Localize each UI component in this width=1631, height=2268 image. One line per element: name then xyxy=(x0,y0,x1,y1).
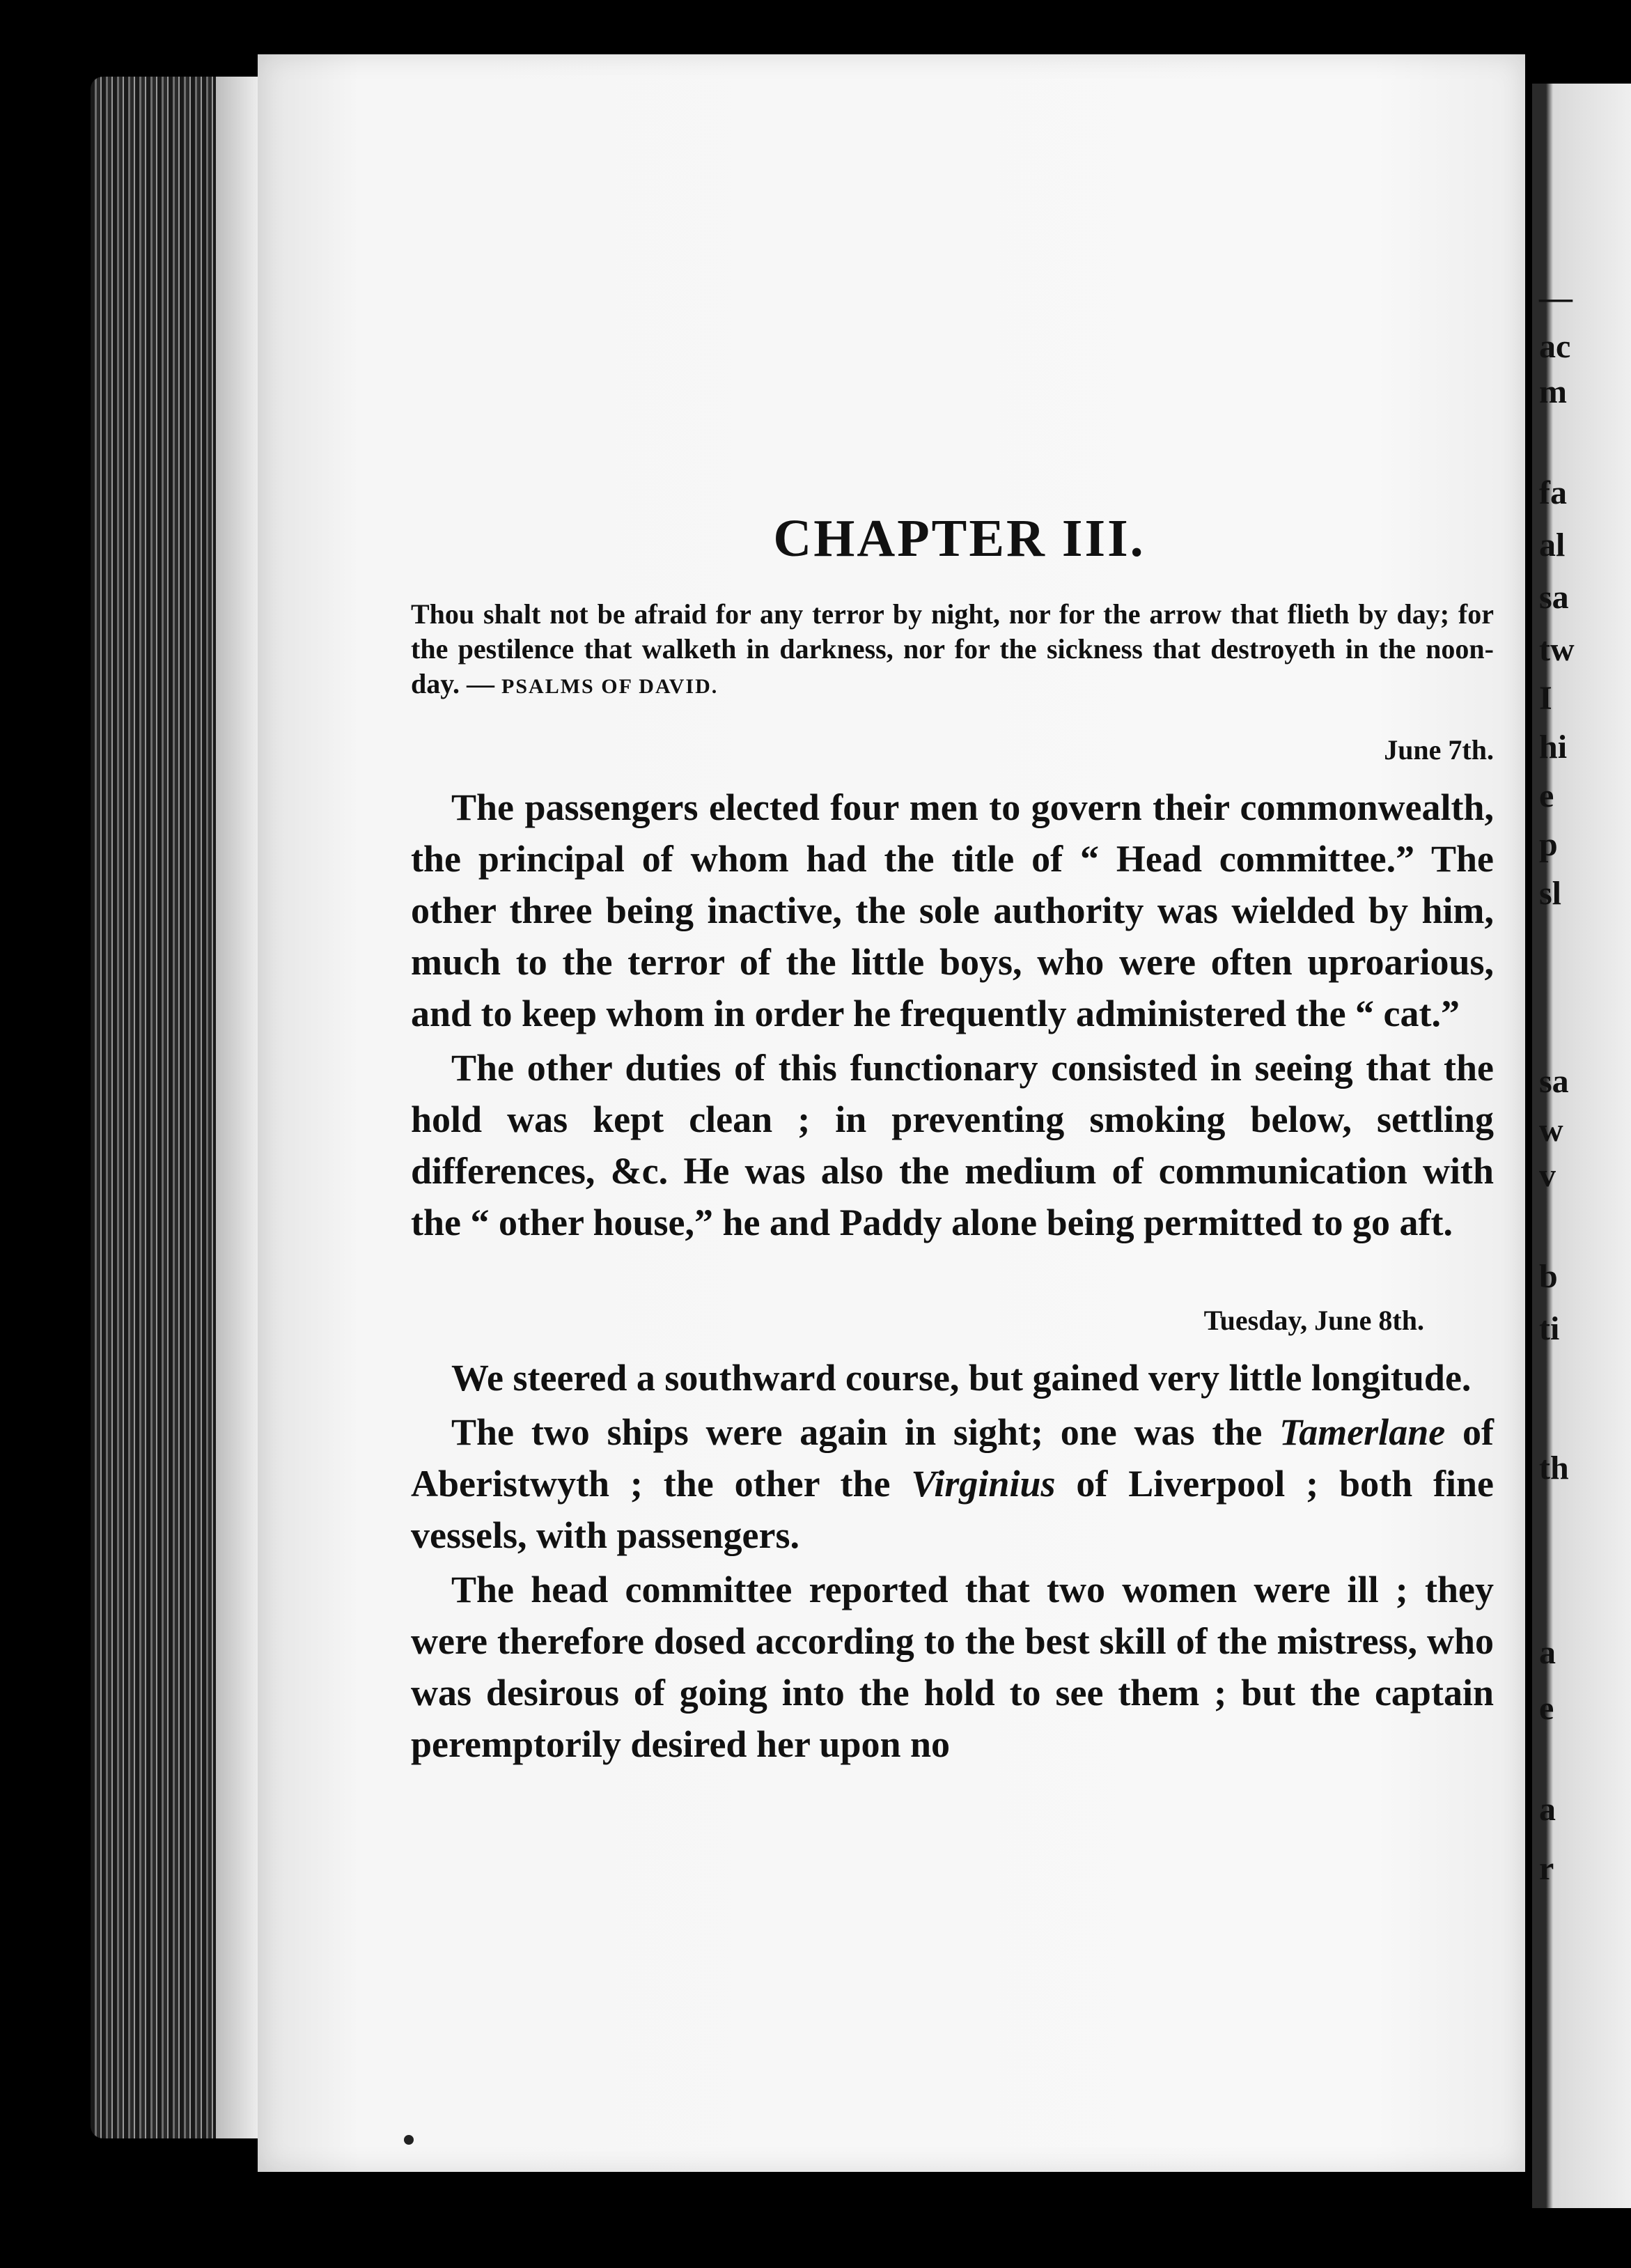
paragraph: The head committee reported that two women were ill ; they were therefore dosed according to the best skill of the mistress, who was desirous of going into the hold to see them ; but the captain peremptorily desired her upon no xyxy=(411,1569,1494,1765)
book-page-edges xyxy=(91,77,265,2138)
adjacent-page-fragment: I xyxy=(1539,680,1552,717)
adjacent-page-fragment: m xyxy=(1539,373,1567,410)
adjacent-page-fragment: al xyxy=(1539,527,1566,564)
paragraph: The other duties of this functionary consisted in seeing that the hold was kept clean ; in preventing smoking below, settling differences, &c. He was also the medium of communication with the “ other house,” he and Paddy alone being permitted to go aft. xyxy=(411,1047,1494,1243)
adjacent-page-fragment: ti xyxy=(1539,1310,1560,1347)
adjacent-page-fragment: hi xyxy=(1539,729,1568,766)
adjacent-page-fragment: v xyxy=(1539,1157,1556,1194)
epigraph-text: Thou shalt not be afraid for any terror by night, nor for the arrow that flieth by day; for the pestilence that walketh in darkness, nor for the sickness that destroyeth in the noon-day. — xyxy=(411,598,1494,699)
ink-spot xyxy=(404,2135,414,2145)
adjacent-page-fragment: e xyxy=(1539,777,1554,814)
adjacent-page-fragment: a xyxy=(1539,1634,1556,1671)
paragraph-ships xyxy=(411,1406,1494,1561)
paragraph: We steered a southward course, but gained very little longitude. xyxy=(451,1357,1472,1399)
adjacent-page-fragment: w xyxy=(1539,1112,1563,1149)
adjacent-page-fragment: — xyxy=(1539,279,1573,316)
adjacent-page-fragment: e xyxy=(1539,1690,1554,1727)
page-content xyxy=(411,508,1494,1770)
paragraph: The passengers elected four men to govern their commonwealth, the principal of whom had the title of “ Head committee.” The other three being inactive, the sole authority was wielded by him, much to the terror of the little boys, who were often uproarious, and to keep whom in order he frequently administered the “ cat.” xyxy=(411,786,1494,1034)
entry-date: June 7th. xyxy=(1384,734,1494,766)
entry-date: Tuesday, June 8th. xyxy=(1203,1305,1424,1336)
ship-name: Virginius xyxy=(911,1463,1056,1505)
adjacent-page-fragment: th xyxy=(1539,1450,1569,1486)
adjacent-page-fragment: r xyxy=(1539,1850,1554,1887)
adjacent-page-fragment: sl xyxy=(1539,875,1562,912)
adjacent-page-fragment: ac xyxy=(1539,328,1571,365)
adjacent-page-fragment: b xyxy=(1539,1258,1558,1295)
adjacent-page-fragment: tw xyxy=(1539,631,1575,668)
chapter-heading: CHAPTER III. xyxy=(773,509,1146,568)
epigraph xyxy=(411,597,1494,704)
text-run: The two ships were again in sight; one was the xyxy=(451,1411,1280,1453)
adjacent-page-fragment: p xyxy=(1539,826,1558,863)
epigraph-source: PSALMS OF DAVID. xyxy=(501,675,719,698)
text-run: of Liverpool ; both fine vessels, with passengers. xyxy=(411,1463,1494,1556)
adjacent-page-fragment: fa xyxy=(1539,474,1567,511)
text-run: of Aberistwyth ; the other the xyxy=(411,1411,1494,1505)
adjacent-page-fragment: sa xyxy=(1539,1063,1569,1100)
adjacent-page-fragment: sa xyxy=(1539,579,1569,616)
adjacent-page-fragment: a xyxy=(1539,1791,1556,1828)
ship-name: Tamerlane xyxy=(1279,1411,1446,1453)
